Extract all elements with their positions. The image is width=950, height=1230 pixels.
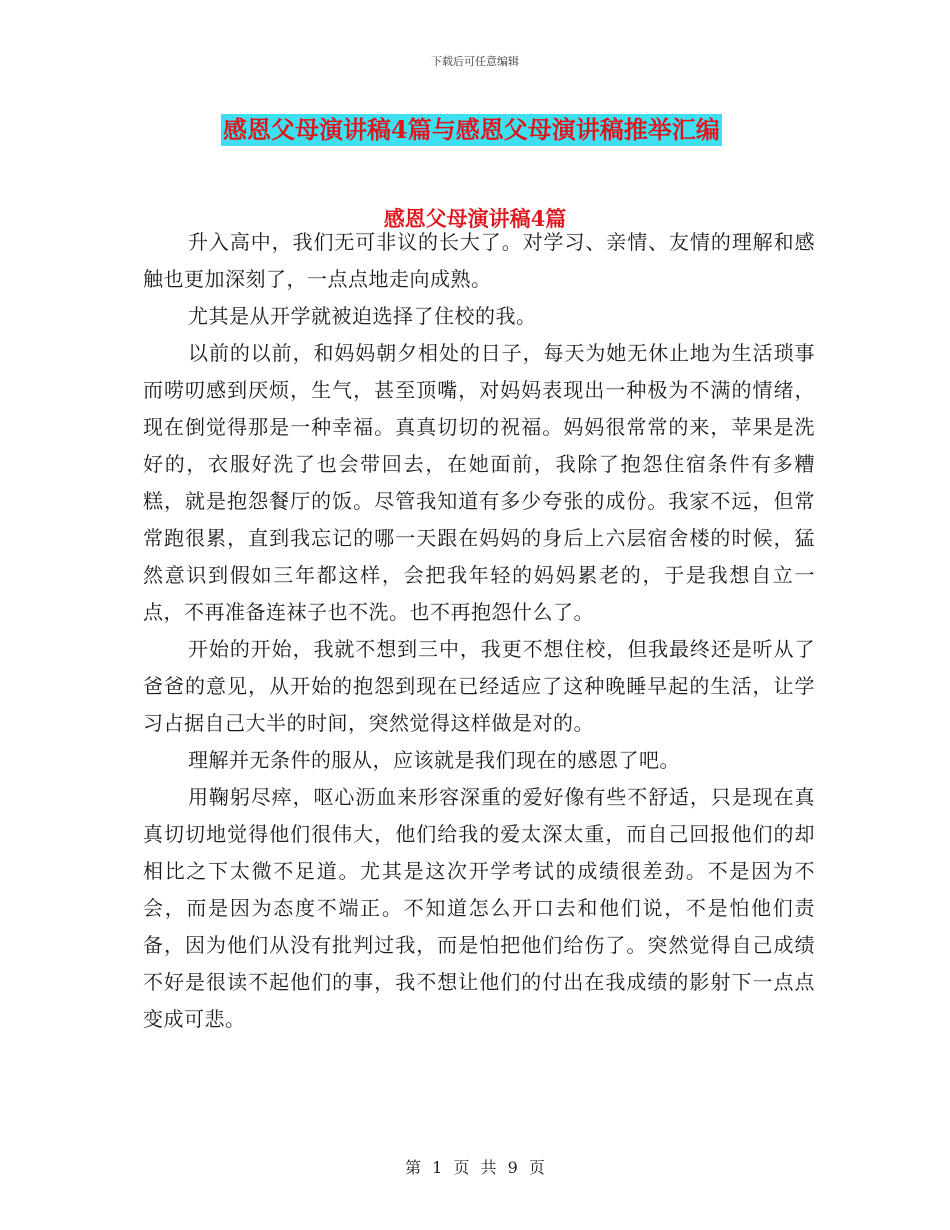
document-title: 感恩父母演讲稿4篇与感恩父母演讲稿推举汇编 (223, 115, 720, 144)
header-note: 下载后可任意编辑 (431, 55, 519, 68)
paragraph: 以前的以前，和妈妈朝夕相处的日子，每天为她无休止地为生活琐事而唠叨感到厌烦，生气，甚至顶嘴，对妈妈表现出一种极为不满的情绪，现在倒觉得那是一种幸福。真真切切的祝福。妈妈很常常的来，苹果是洗好的，衣服好洗了也会带回去，在她面前，我除了抱怨住宿条件有多糟糕，就是抱怨餐厅的饭。尽管我知道有多少夸张的成份。我家不远，但常常跑很累，直到我忘记的哪一天跟在妈妈的身后上六层宿舍楼的时候，猛然意识到假如三年都这样，会把我年轻的妈妈累老的，于是我想自立一点，不再准备连袜子也不洗。也不再抱怨什么了。 (143, 341, 815, 624)
section-title: 感恩父母演讲稿4篇 (383, 206, 567, 231)
paragraph: 理解并无条件的服从，应该就是我们现在的感恩了吧。 (188, 748, 680, 772)
paragraph: 升入高中，我们无可非议的长大了。对学习、亲情、友情的理解和感触也更加深刻了，一点点地走向成熟。 (143, 230, 815, 291)
page-number: 第 1 页 共 9 页 (405, 1158, 545, 1177)
paragraph: 尤其是从开学就被迫选择了住校的我。 (188, 304, 537, 328)
paragraph: 开始的开始，我就不想到三中，我更不想住校，但我最终还是听从了爸爸的意见，从开始的抱怨到现在已经适应了这种晚睡早起的生活，让学习占据自己大半的时间，突然觉得这样做是对的。 (143, 637, 815, 735)
body-text (143, 224, 815, 1038)
paragraph: 用鞠躬尽瘁，呕心沥血来形容深重的爱好像有些不舒适，只是现在真真切切地觉得他们很伟大，他们给我的爱太深太重，而自己回报他们的却相比之下太微不足道。尤其是这次开学考试的成绩很差劲。不是因为不会，而是因为态度不端正。不知道怎么开口去和他们说，不是怕他们责备，因为他们从没有批判过我，而是怕把他们给伤了。突然觉得自己成绩不好是很读不起他们的事，我不想让他们的付出在我成绩的影射下一点点变成可悲。 (143, 785, 815, 1031)
